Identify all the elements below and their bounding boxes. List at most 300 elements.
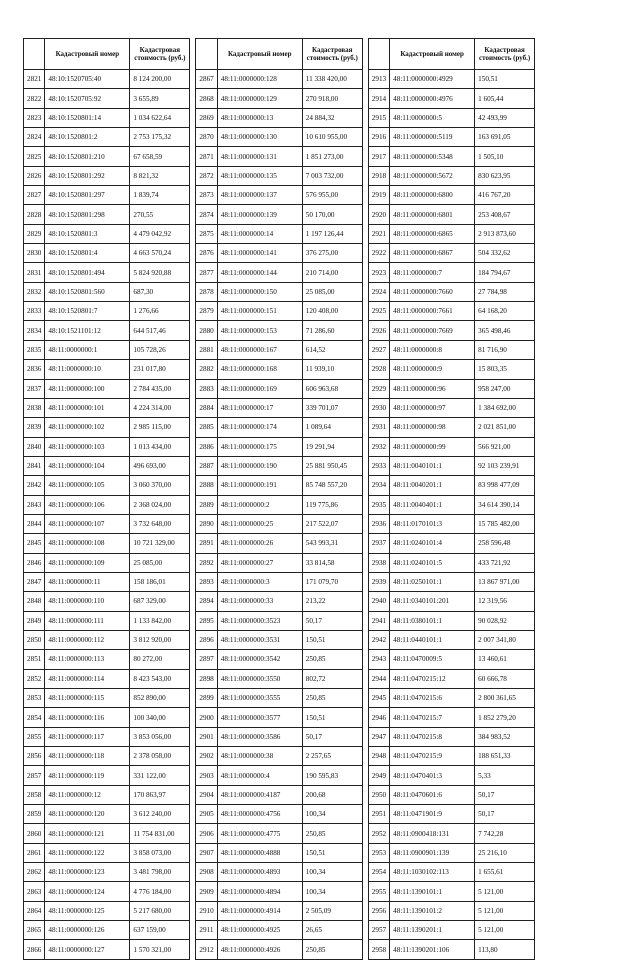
cadastral-value: 171 079,70 (302, 572, 362, 591)
table-row (196, 302, 362, 321)
cadastral-number: 48:11:0000000:4914 (217, 901, 302, 920)
cadastral-value: 5 121,00 (475, 921, 535, 940)
table-row (24, 940, 190, 959)
table-row (368, 611, 534, 630)
row-number: 2890 (196, 514, 217, 533)
cadastral-number: 48:11:0000000:5348 (390, 147, 475, 166)
cadastral-value: 8 124 200,00 (130, 70, 190, 89)
row-number: 2906 (196, 824, 217, 843)
cadastral-value: 163 691,05 (475, 128, 535, 147)
cadastral-value: 7 003 732,00 (302, 166, 362, 185)
cadastral-number: 48:11:0000000:9 (390, 360, 475, 379)
cadastral-number: 48:11:0000000:106 (45, 495, 130, 514)
table-row (24, 418, 190, 437)
row-number: 2948 (368, 747, 389, 766)
cadastral-number: 48:11:0000000:168 (217, 360, 302, 379)
cadastral-number: 48:11:0000000:114 (45, 669, 130, 688)
row-number: 2939 (368, 572, 389, 591)
table-row (196, 360, 362, 379)
table-row (368, 882, 534, 901)
cadastral-value: 687 329,00 (130, 592, 190, 611)
row-number: 2850 (24, 630, 45, 649)
row-number: 2929 (368, 379, 389, 398)
cadastral-number: 48:11:0000000:169 (217, 379, 302, 398)
cadastral-number: 48:10:1520801:560 (45, 282, 130, 301)
cadastral-number: 48:11:0380101:1 (390, 611, 475, 630)
cadastral-value: 384 983,52 (475, 727, 535, 746)
cadastral-number: 48:11:0000000:4888 (217, 843, 302, 862)
table-row (368, 398, 534, 417)
cadastral-value: 50,17 (475, 805, 535, 824)
cadastral-value: 1 197 126,44 (302, 224, 362, 243)
table-row (24, 128, 190, 147)
row-number: 2895 (196, 611, 217, 630)
cadastral-value: 2 257,65 (302, 747, 362, 766)
cadastral-number: 48:11:0000000:131 (217, 147, 302, 166)
row-number: 2873 (196, 186, 217, 205)
row-number: 2903 (196, 766, 217, 785)
cadastral-value: 3 853 056,00 (130, 727, 190, 746)
row-number: 2947 (368, 727, 389, 746)
cadastral-value: 365 498,46 (475, 321, 535, 340)
row-number: 2861 (24, 843, 45, 862)
cadastral-number: 48:11:0000000:5119 (390, 128, 475, 147)
row-number: 2920 (368, 205, 389, 224)
table-row (368, 108, 534, 127)
cadastral-number: 48:10:1520801:494 (45, 263, 130, 282)
cadastral-number: 48:11:0000000:130 (217, 128, 302, 147)
cadastral-number: 48:11:0000000:117 (45, 727, 130, 746)
cadastral-value: 1 133 842,00 (130, 611, 190, 630)
row-number: 2899 (196, 689, 217, 708)
table-row (24, 630, 190, 649)
header-row (368, 39, 534, 70)
row-number: 2909 (196, 882, 217, 901)
cadastral-value: 1 852 279,20 (475, 708, 535, 727)
cadastral-value: 10 721 329,00 (130, 534, 190, 553)
row-number: 2823 (24, 108, 45, 127)
table-row (196, 689, 362, 708)
table-row (196, 321, 362, 340)
table-row (24, 360, 190, 379)
cadastral-value: 3 655,89 (130, 89, 190, 108)
cadastral-value: 10 610 955,00 (302, 128, 362, 147)
table-row (196, 940, 362, 959)
cadastral-value: 119 775,86 (302, 495, 362, 514)
table-row (368, 650, 534, 669)
cadastral-value: 42 493,99 (475, 108, 535, 127)
cadastral-value: 150,51 (302, 843, 362, 862)
row-number: 2921 (368, 224, 389, 243)
cadastral-number: 48:11:0470215:12 (390, 669, 475, 688)
cadastral-number: 48:11:0040201:1 (390, 476, 475, 495)
cadastral-number: 48:11:0000000:118 (45, 747, 130, 766)
cadastral-number: 48:11:0000000:116 (45, 708, 130, 727)
row-number: 2822 (24, 89, 45, 108)
table-row (24, 166, 190, 185)
cadastral-number: 48:11:0000000:6801 (390, 205, 475, 224)
table-row (24, 147, 190, 166)
table-row (196, 379, 362, 398)
cadastral-value: 644 517,46 (130, 321, 190, 340)
cadastral-number: 48:10:1521101:12 (45, 321, 130, 340)
row-number: 2917 (368, 147, 389, 166)
table-row (368, 244, 534, 263)
header-row (196, 39, 362, 70)
row-number: 2863 (24, 882, 45, 901)
cadastral-number: 48:11:0000000:3 (217, 572, 302, 591)
row-number: 2956 (368, 901, 389, 920)
table-row (24, 882, 190, 901)
row-number: 2926 (368, 321, 389, 340)
cadastral-number: 48:11:0000000:102 (45, 418, 130, 437)
row-number: 2889 (196, 495, 217, 514)
row-number: 2828 (24, 205, 45, 224)
table-row (196, 592, 362, 611)
cadastral-value: 80 272,00 (130, 650, 190, 669)
table-row (24, 456, 190, 475)
table-row (196, 747, 362, 766)
cadastral-number: 48:11:0000000:139 (217, 205, 302, 224)
row-number: 2867 (196, 70, 217, 89)
row-number: 2953 (368, 843, 389, 862)
cadastral-value: 100,34 (302, 805, 362, 824)
row-number: 2851 (24, 650, 45, 669)
row-number: 2882 (196, 360, 217, 379)
cadastral-value: 100 340,00 (130, 708, 190, 727)
table-row (368, 166, 534, 185)
cadastral-number: 48:10:1520801:7 (45, 302, 130, 321)
row-number: 2885 (196, 418, 217, 437)
cadastral-number: 48:11:0000000:126 (45, 921, 130, 940)
cadastral-value: 3 812 920,00 (130, 630, 190, 649)
cadastral-value: 105 728,26 (130, 340, 190, 359)
cadastral-table-3 (368, 38, 535, 960)
row-number: 2881 (196, 340, 217, 359)
cadastral-number: 48:11:0000000:4775 (217, 824, 302, 843)
cadastral-number: 48:11:0000000:97 (390, 398, 475, 417)
cadastral-value: 5 121,00 (475, 901, 535, 920)
cadastral-value: 50 170,00 (302, 205, 362, 224)
row-number: 2896 (196, 630, 217, 649)
table-row (24, 708, 190, 727)
row-number: 2886 (196, 437, 217, 456)
table-row (368, 766, 534, 785)
cadastral-number: 48:11:0000000:108 (45, 534, 130, 553)
table-row (368, 89, 534, 108)
table-row (196, 205, 362, 224)
row-number: 2913 (368, 70, 389, 89)
row-number: 2940 (368, 592, 389, 611)
table-row (24, 89, 190, 108)
cadastral-value: 1 839,74 (130, 186, 190, 205)
table-row (368, 785, 534, 804)
cadastral-value: 15 785 482,00 (475, 514, 535, 533)
table-row (24, 437, 190, 456)
cadastral-value: 213,22 (302, 592, 362, 611)
row-number: 2922 (368, 244, 389, 263)
row-number: 2864 (24, 901, 45, 920)
row-number: 2827 (24, 186, 45, 205)
cadastral-number: 48:11:0000000:103 (45, 437, 130, 456)
row-number: 2830 (24, 244, 45, 263)
cadastral-number: 48:11:0900901:139 (390, 843, 475, 862)
cadastral-value: 71 286,60 (302, 321, 362, 340)
table-row (368, 476, 534, 495)
cadastral-value: 566 921,00 (475, 437, 535, 456)
cadastral-value: 606 963,68 (302, 379, 362, 398)
row-number: 2943 (368, 650, 389, 669)
cadastral-value: 15 803,35 (475, 360, 535, 379)
row-number: 2946 (368, 708, 389, 727)
cadastral-value: 92 103 239,91 (475, 456, 535, 475)
table-row (368, 224, 534, 243)
cadastral-value: 188 651,33 (475, 747, 535, 766)
row-number: 2833 (24, 302, 45, 321)
row-number: 2931 (368, 418, 389, 437)
table-row (24, 669, 190, 688)
cadastral-value: 81 716,90 (475, 340, 535, 359)
table-row (196, 727, 362, 746)
row-number: 2848 (24, 592, 45, 611)
row-number: 2879 (196, 302, 217, 321)
table-row (196, 437, 362, 456)
cadastral-value: 802,72 (302, 669, 362, 688)
cadastral-value: 8 423 543,00 (130, 669, 190, 688)
cadastral-value: 543 993,31 (302, 534, 362, 553)
cadastral-value: 25 085,00 (302, 282, 362, 301)
cadastral-value: 90 028,92 (475, 611, 535, 630)
row-number: 2924 (368, 282, 389, 301)
cadastral-value: 576 955,00 (302, 186, 362, 205)
table-row (196, 224, 362, 243)
cadastral-number: 48:11:0000000:12 (45, 785, 130, 804)
table-row (196, 534, 362, 553)
table-row (196, 89, 362, 108)
table-row (24, 824, 190, 843)
cadastral-number: 48:11:0000000:4976 (390, 89, 475, 108)
cadastral-number: 48:11:0000000:26 (217, 534, 302, 553)
table-row (24, 186, 190, 205)
cadastral-value: 100,34 (302, 882, 362, 901)
cadastral-number: 48:11:0040101:1 (390, 456, 475, 475)
cadastral-value: 158 186,01 (130, 572, 190, 591)
cadastral-value: 1 384 692,00 (475, 398, 535, 417)
row-number: 2821 (24, 70, 45, 89)
cadastral-value: 150,51 (475, 70, 535, 89)
table-row (368, 689, 534, 708)
row-number: 2898 (196, 669, 217, 688)
table-row (368, 824, 534, 843)
cadastral-value: 258 596,48 (475, 534, 535, 553)
table-row (368, 669, 534, 688)
row-number: 2880 (196, 321, 217, 340)
cadastral-number: 48:11:1390201:106 (390, 940, 475, 959)
row-number: 2887 (196, 456, 217, 475)
cadastral-value: 13 867 971,00 (475, 572, 535, 591)
cadastral-number: 48:11:0000000:14 (217, 224, 302, 243)
row-number: 2832 (24, 282, 45, 301)
row-number: 2949 (368, 766, 389, 785)
cadastral-number: 48:11:0000000:153 (217, 321, 302, 340)
cadastral-number: 48:10:1520801:2 (45, 128, 130, 147)
cadastral-value: 3 858 073,00 (130, 843, 190, 862)
table-row (196, 244, 362, 263)
cadastral-number: 48:11:0000000:6800 (390, 186, 475, 205)
row-number: 2854 (24, 708, 45, 727)
cadastral-value: 25 216,10 (475, 843, 535, 862)
cadastral-number: 48:11:0000000:109 (45, 553, 130, 572)
row-number: 2942 (368, 630, 389, 649)
row-number: 2862 (24, 863, 45, 882)
cadastral-number: 48:11:1030102:113 (390, 863, 475, 882)
cadastral-number: 48:11:0000000:3586 (217, 727, 302, 746)
table-row (24, 843, 190, 862)
header-row (24, 39, 190, 70)
table-row (196, 843, 362, 862)
table-row (24, 611, 190, 630)
cadastral-number: 48:11:0000000:141 (217, 244, 302, 263)
cadastral-value: 250,85 (302, 940, 362, 959)
row-number: 2894 (196, 592, 217, 611)
cadastral-value: 4 479 042,92 (130, 224, 190, 243)
row-number: 2892 (196, 553, 217, 572)
row-number: 2955 (368, 882, 389, 901)
table-row (24, 495, 190, 514)
cadastral-number: 48:11:0471901:9 (390, 805, 475, 824)
table-row (24, 785, 190, 804)
cadastral-value: 200,68 (302, 785, 362, 804)
cadastral-number: 48:11:0000000:5672 (390, 166, 475, 185)
cadastral-number: 48:11:0000000:8 (390, 340, 475, 359)
row-number: 2871 (196, 147, 217, 166)
table-row (24, 379, 190, 398)
cadastral-value: 7 742,28 (475, 824, 535, 843)
row-number: 2927 (368, 340, 389, 359)
cadastral-value: 1 276,66 (130, 302, 190, 321)
cadastral-number: 48:11:0000000:151 (217, 302, 302, 321)
cadastral-value: 4 224 314,00 (130, 398, 190, 417)
table-row (196, 882, 362, 901)
cadastral-number: 48:11:0000000:25 (217, 514, 302, 533)
row-number: 2923 (368, 263, 389, 282)
cadastral-number: 48:11:0000000:5 (390, 108, 475, 127)
table-row (24, 282, 190, 301)
cadastral-number: 48:11:0000000:3523 (217, 611, 302, 630)
table-row (368, 360, 534, 379)
cadastral-number: 48:11:0000000:137 (217, 186, 302, 205)
cadastral-number: 48:11:0000000:4929 (390, 70, 475, 89)
cadastral-value: 250,85 (302, 650, 362, 669)
row-number: 2897 (196, 650, 217, 669)
row-number: 2916 (368, 128, 389, 147)
cadastral-value: 184 794,67 (475, 263, 535, 282)
table-row (24, 321, 190, 340)
table-row (368, 921, 534, 940)
cadastral-value: 3 732 648,00 (130, 514, 190, 533)
row-number: 2874 (196, 205, 217, 224)
row-number: 2826 (24, 166, 45, 185)
cadastral-number: 48:11:0000000:4187 (217, 785, 302, 804)
table-row (24, 398, 190, 417)
cadastral-value: 3 481 798,00 (130, 863, 190, 882)
table-row (24, 263, 190, 282)
cadastral-value: 3 612 240,00 (130, 805, 190, 824)
cadastral-number: 48:10:1520705:40 (45, 70, 130, 89)
cadastral-number: 48:11:0000000:7661 (390, 302, 475, 321)
cadastral-value: 331 122,00 (130, 766, 190, 785)
cadastral-number: 48:11:0000000:3555 (217, 689, 302, 708)
cadastral-number: 48:11:0000000:123 (45, 863, 130, 882)
cadastral-value: 2 753 175,32 (130, 128, 190, 147)
cadastral-number: 48:11:0470215:8 (390, 727, 475, 746)
cadastral-number: 48:11:0000000:96 (390, 379, 475, 398)
cadastral-value: 250,85 (302, 689, 362, 708)
table-row (368, 708, 534, 727)
row-number: 2876 (196, 244, 217, 263)
header-cadastral-value: Кадастровая стоимость (руб.) (475, 39, 535, 70)
table-row (368, 128, 534, 147)
row-number: 2952 (368, 824, 389, 843)
cadastral-number: 48:11:0000000:4893 (217, 863, 302, 882)
cadastral-number: 48:10:1520801:3 (45, 224, 130, 243)
cadastral-table-1 (23, 38, 190, 960)
table-row (368, 186, 534, 205)
row-number: 2950 (368, 785, 389, 804)
row-number: 2915 (368, 108, 389, 127)
header-num (24, 39, 45, 70)
cadastral-value: 1 570 321,00 (130, 940, 190, 959)
table-row (24, 205, 190, 224)
table-row (368, 321, 534, 340)
cadastral-number: 48:11:0000000:119 (45, 766, 130, 785)
table-columns (23, 38, 540, 960)
cadastral-value: 958 247,00 (475, 379, 535, 398)
row-number: 2904 (196, 785, 217, 804)
cadastral-number: 48:11:0000000:190 (217, 456, 302, 475)
row-number: 2843 (24, 495, 45, 514)
table-row (24, 572, 190, 591)
cadastral-number: 48:11:0000000:1 (45, 340, 130, 359)
row-number: 2928 (368, 360, 389, 379)
cadastral-number: 48:11:0000000:2 (217, 495, 302, 514)
table-row (196, 669, 362, 688)
cadastral-value: 210 714,00 (302, 263, 362, 282)
table-row (368, 282, 534, 301)
header-cadastral-number: Кадастровый номер (390, 39, 475, 70)
row-number: 2846 (24, 553, 45, 572)
table-row (196, 418, 362, 437)
cadastral-value: 270 918,00 (302, 89, 362, 108)
table-row (196, 398, 362, 417)
cadastral-number: 48:10:1520801:14 (45, 108, 130, 127)
row-number: 2934 (368, 476, 389, 495)
row-number: 2877 (196, 263, 217, 282)
table-row (196, 708, 362, 727)
cadastral-value: 26,65 (302, 921, 362, 940)
table-row (368, 379, 534, 398)
table-row (24, 650, 190, 669)
cadastral-number: 48:11:0250101:1 (390, 572, 475, 591)
row-number: 2905 (196, 805, 217, 824)
row-number: 2884 (196, 398, 217, 417)
row-number: 2825 (24, 147, 45, 166)
row-number: 2930 (368, 398, 389, 417)
cadastral-number: 48:11:0000000:7669 (390, 321, 475, 340)
cadastral-number: 48:11:0000000:191 (217, 476, 302, 495)
cadastral-value: 11 338 420,00 (302, 70, 362, 89)
cadastral-value: 2 007 341,80 (475, 630, 535, 649)
